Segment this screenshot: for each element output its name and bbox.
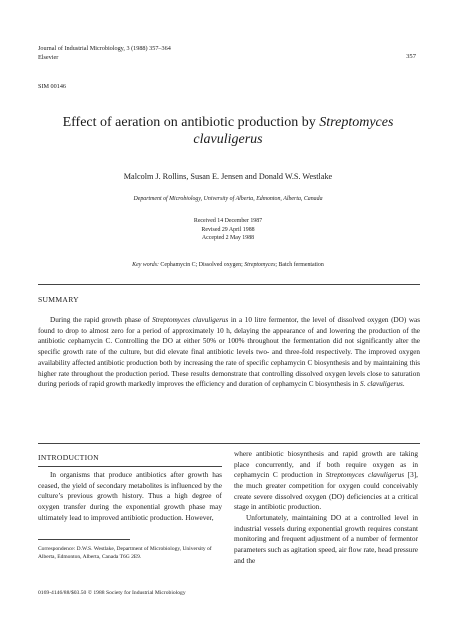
summary-text-3: . (402, 380, 405, 389)
article-dates (40, 217, 416, 243)
divider-top (38, 284, 420, 285)
summary-paragraph (38, 315, 420, 390)
summary-italic-1: Streptomyces clavuligerus (152, 316, 229, 324)
title-italic-genus: Streptomyces (319, 115, 394, 130)
title-italic-species: clavuligerus (193, 132, 263, 147)
intro-italic-1: Streptomyces clavuligerus (325, 470, 405, 480)
keywords-text-1: Cephamycin C; Dissolved oxygen; (158, 262, 245, 268)
intro-paragraph-2: Unfortunately, maintaining DO at a controlled level in industrial vessels during exponential growth requires constant monitoring and frequent adjustment of a number of fermentor parameters such as agitation speed, air flow rate, head pressure and the (234, 512, 418, 565)
left-column (38, 470, 222, 523)
summary-italic-2: S. clavuligerus (360, 380, 403, 389)
journal-line: Journal of Industrial Microbiology, 3 (1988) 357–364 (38, 45, 171, 52)
correspondence-footnote: Correspondence: D.W.S. Westlake, Department of Microbiology, University of Alberta, Edmonton, Alberta, Canada T6G 2E9. (38, 546, 212, 560)
summary-text-1: During the rapid growth phase of (50, 316, 153, 324)
right-column (234, 449, 418, 566)
copyright-footer: 0169-4146/88/$03.50 © 1988 Society for Industrial Microbiology (38, 590, 186, 596)
title-text: Effect of aeration on antibiotic production by (62, 115, 320, 130)
keywords-italic: Streptomyces (244, 262, 276, 268)
author-list: Malcolm J. Rollins, Susan E. Jensen and Donald W.S. Westlake (123, 172, 333, 181)
intro-text-1: where antibiotic biosynthesis and rapid growth are taking place concurrently, and if both require oxygen as in cephamycin C production in (234, 449, 418, 480)
intro-underline (38, 466, 222, 467)
divider-middle (38, 443, 420, 444)
received-date: Received 14 December 1987 (193, 218, 263, 224)
accepted-date: Accepted 2 May 1988 (201, 235, 255, 242)
paper-title (40, 114, 416, 148)
publisher: Elsevier (38, 54, 59, 61)
keywords-label: Key words: (132, 262, 159, 268)
summary-body (38, 315, 420, 390)
journal-citation (38, 44, 171, 62)
sim-code: SIM 00146 (38, 83, 67, 90)
introduction-heading: INTRODUCTION (38, 453, 99, 462)
intro-paragraph-1: In organisms that produce antibiotics after growth has ceased, the yield of secondary metabolites is influenced by the culture’s previous growth history. Thus a high degree of oxygen transfer during the exponential growth phase may ultimately lead to improved antibiotic production. However, (38, 470, 222, 522)
keywords-text-2: ; Batch fermentation (275, 262, 324, 268)
affiliation: Department of Microbiology, University of Alberta, Edmonton, Alberta, Canada (133, 196, 323, 202)
intro-paragraph-continued (234, 449, 418, 513)
footnote-rule (38, 539, 130, 540)
intro-text-2: [3], the much greater competition for oxygen could conceivably create severe dissolved oxygen (DO) deficiencies at a critical stage in antibiotic production. (234, 470, 418, 512)
keywords (40, 262, 416, 268)
summary-heading: SUMMARY (38, 295, 79, 304)
revised-date: Revised 29 April 1988 (201, 226, 255, 233)
summary-text-2: in a 10 litre fermentor, the level of dissolved oxygen (DO) was found to drop to almost zero for a period of approximately 10 h, delaying the appearance of and lowering the production of the antibiotic cephamycin C. Controlling the DO at either 50% or 100% throughout the fermentation did not significantly alter the specific growth rate of the culture, but did elevate final antibiotic levels two- and three-fold respectively. The improved oxygen availability affected antibiotic production both by increasing the rate of specific cephamycin C biosynthesis and by maintaining this higher rate throughout the production period. These results demonstrate that controlling dissolved oxygen levels close to saturation during periods of rapid growth markedly improves the efficiency and duration of cephamycin C biosynthesis in (38, 316, 420, 389)
page-number: 357 (406, 53, 416, 60)
